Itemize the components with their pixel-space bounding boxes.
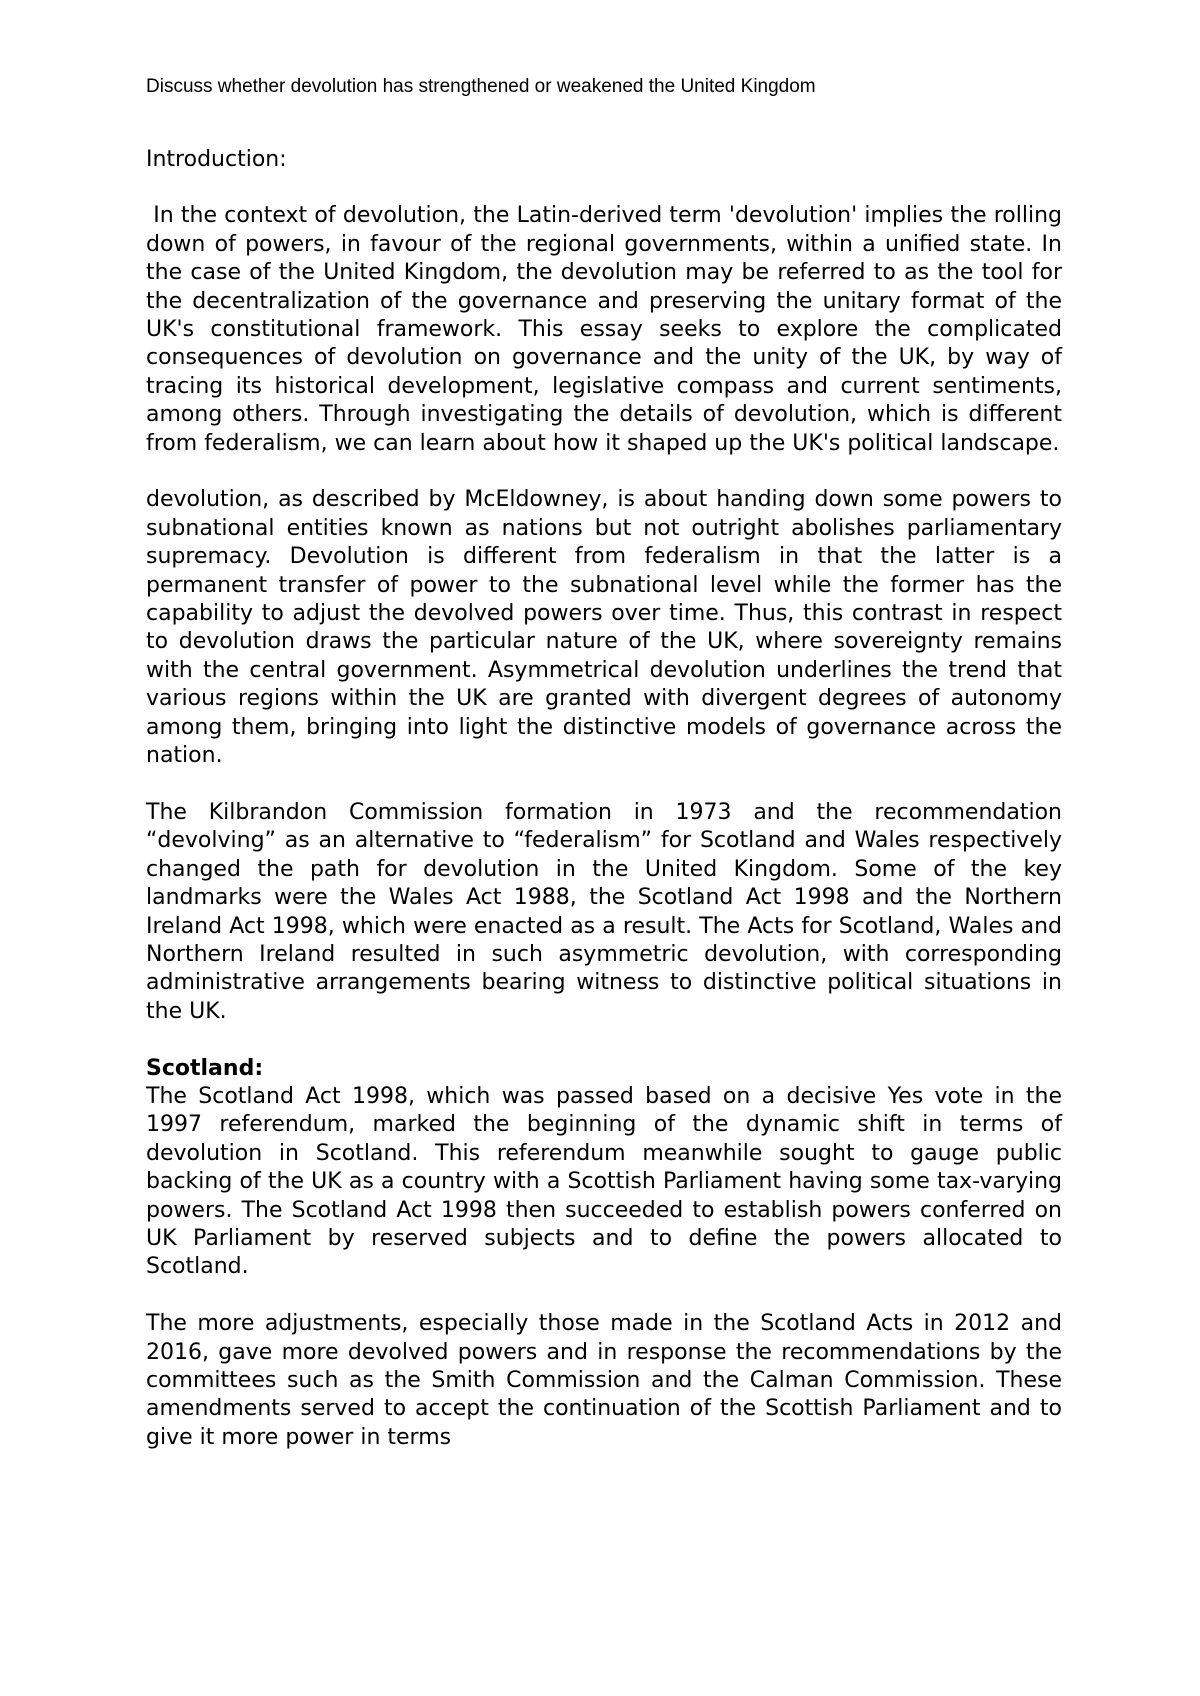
document-body <box>146 146 1062 1481</box>
introduction-heading: Introduction: <box>146 147 287 172</box>
document-title: Discuss whether devolution has strengthened or weakened the United Kingdom <box>146 76 816 97</box>
paragraph-definition: devolution, as described by McEldowney, is about handing down some powers to subnational entities known as nations but not outright abolishes parliamentary supremacy. Devolution is different from federalism in that the latter is a permanent transfer of power to the subnational level while the former has the capability to adjust the devolved powers over time. Thus, this contrast in respect to devolution draws the particular nature of the UK, where sovereignty remains with the central government. Asymmetrical devolution underlines the trend that various regions within the UK are granted with divergent degrees of autonomy among them, bringing into light the distinctive models of governance across the nation. <box>146 487 1062 769</box>
paragraph-intro: In the context of devolution, the Latin-derived term 'devolution' implies the rolling down of powers, in favour of the regional governments, within a unified state. In the case of the United Kingdom, the devolution may be referred to as the tool for the decentralization of the governance and preserving the unitary format of the UK's constitutional framework. This essay seeks to explore the complicated consequences of devolution on governance and the unity of the UK, by way of tracing its historical development, legislative compass and current sentiments, among others. Through investigating the details of devolution, which is different from federalism, we can learn about how it shaped up the UK's political landscape. <box>146 203 1062 456</box>
paragraph-scotland-adjustments: The more adjustments, especially those made in the Scotland Acts in 2012 and 2016, gave more devolved powers and in response the recommendations by the committees such as the Smith Commission and the Calman Commission. These amendments served to accept the continuation of the Scottish Parliament and to give it more power in terms <box>146 1311 1062 1450</box>
scotland-heading: Scotland: <box>146 1055 264 1081</box>
paragraph-history: The Kilbrandon Commission formation in 1973 and the recommendation “devolving” as an alternative to “federalism” for Scotland and Wales respectively changed the path for devolution in the United Kingdom. Some of the key landmarks were the Wales Act 1988, the Scotland Act 1998 and the Northern Ireland Act 1998, which were enacted as a result. The Acts for Scotland, Wales and Northern Ireland resulted in such asymmetric devolution, with corresponding administrative arrangements bearing witness to distinctive political situations in the UK. <box>146 799 1062 1024</box>
paragraph-scotland-act: The Scotland Act 1998, which was passed based on a decisive Yes vote in the 1997 referendum, marked the beginning of the dynamic shift in terms of devolution in Scotland. This referendum meanwhile sought to gauge public backing of the UK as a country with a Scottish Parliament having some tax-varying powers. The Scotland Act 1998 then succeeded to establish powers conferred on UK Parliament by reserved subjects and to define the powers allocated to Scotland. <box>146 1083 1062 1280</box>
